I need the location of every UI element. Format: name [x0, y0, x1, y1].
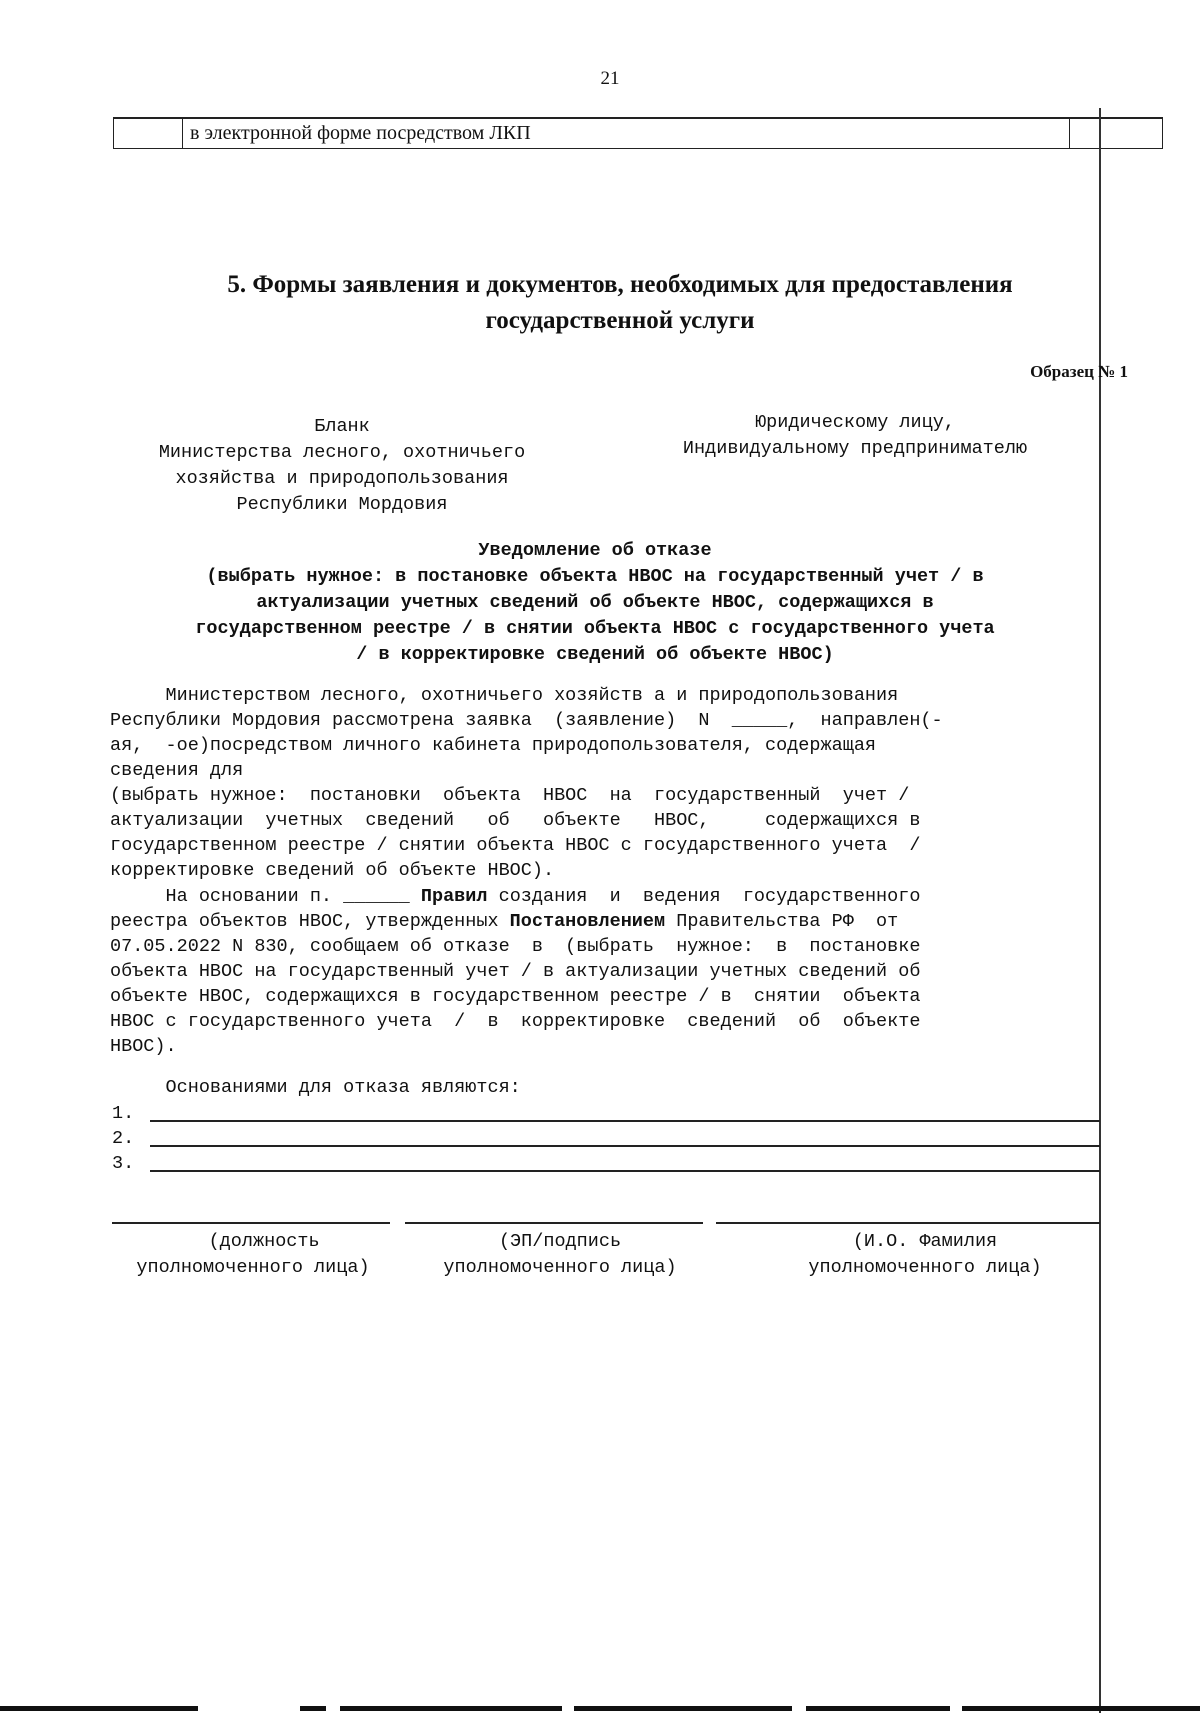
scan-artifact-bar — [300, 1706, 326, 1711]
name-caption: (И.О. Фамилия уполномоченного лица) — [808, 1231, 1042, 1278]
bold-term-rules: Правил — [420, 886, 488, 907]
section-title-line-2: государственной услуги — [485, 307, 755, 334]
ground-1-fill-line — [150, 1120, 1100, 1122]
position-signature-line — [112, 1222, 390, 1224]
ground-number-1: 1. — [112, 1103, 135, 1124]
page-number: 21 — [600, 68, 620, 89]
sample-number-label: Образец № 1 — [1030, 362, 1128, 381]
top-table-row — [113, 117, 1163, 149]
signature-caption: (ЭП/подпись уполномоченного лица) — [443, 1231, 677, 1278]
notice-title: Уведомление об отказе (выбрать нужное: в постановке объекта НВОС на государственный учет / в актуализации учетных сведений об объекте НВОС, содержащихся в государственном реестре / в снятии объекта НВОС с государственного учета / в корректировке сведений об объекте НВОС) — [195, 540, 995, 665]
ground-number-3: 3. — [112, 1153, 135, 1174]
table-cell-empty-left — [114, 119, 183, 148]
scan-artifact-bar — [574, 1706, 792, 1711]
signature-line — [405, 1222, 703, 1224]
name-signature-line — [716, 1222, 1100, 1224]
section-title-line-1: 5. Формы заявления и документов, необходимых для предоставления — [227, 271, 1013, 298]
ground-2-fill-line — [150, 1145, 1100, 1147]
paragraph-text: создания и ведения государственного реестра объектов НВОС, утвержденных — [110, 886, 921, 932]
table-cell-text: в электронной форме посредством ЛКП — [182, 119, 1070, 148]
paragraph-refusal-basis — [110, 884, 1100, 1059]
scan-artifact-bar — [806, 1706, 950, 1711]
paragraph-text: На основании п. ______ — [110, 886, 421, 907]
scan-artifact-bar — [962, 1706, 1200, 1711]
addressee: Юридическому лицу, Индивидуальному предпринимателю — [682, 412, 1028, 459]
position-caption: (должность уполномоченного лица) — [136, 1231, 370, 1278]
paragraph-application-review: Министерством лесного, охотничьего хозяйств а и природопользования Республики Мордовия рассмотрена заявка (заявление) N _____, направлен(- ая, -ое)посредством личного кабинета природопользователя, содержащая сведения для (выбрать нужное: постановки объекта НВОС на государственный учет / актуализации учетных сведений об объекте НВОС, содержащихся в государственном реестре / снятии объекта НВОС с государственного учета / корректировке сведений об объекте НВОС). — [110, 685, 943, 881]
table-cell-empty-right — [1070, 119, 1162, 148]
scan-artifact-bar — [0, 1706, 198, 1711]
paragraph-text: Правительства РФ от 07.05.2022 N 830, сообщаем об отказе в (выбрать нужное: в постановке объекта НВОС на государственный учет / в актуализации учетных сведений об объекте НВОС, содержащихся в государственном реестре / в снятии объекта НВОС с государственного учета / в корректировке сведений об объекте НВОС). — [110, 911, 921, 1057]
section-title — [120, 267, 1120, 339]
grounds-heading: Основаниями для отказа являются: — [110, 1077, 521, 1098]
ground-number-2: 2. — [112, 1128, 135, 1149]
scan-artifact-bar — [340, 1706, 562, 1711]
letterhead-blank: Бланк Министерства лесного, охотничьего хозяйства и природопользования Республики Мордовия — [158, 416, 526, 515]
ground-3-fill-line — [150, 1170, 1100, 1172]
bold-term-resolution: Постановлением — [509, 911, 666, 932]
